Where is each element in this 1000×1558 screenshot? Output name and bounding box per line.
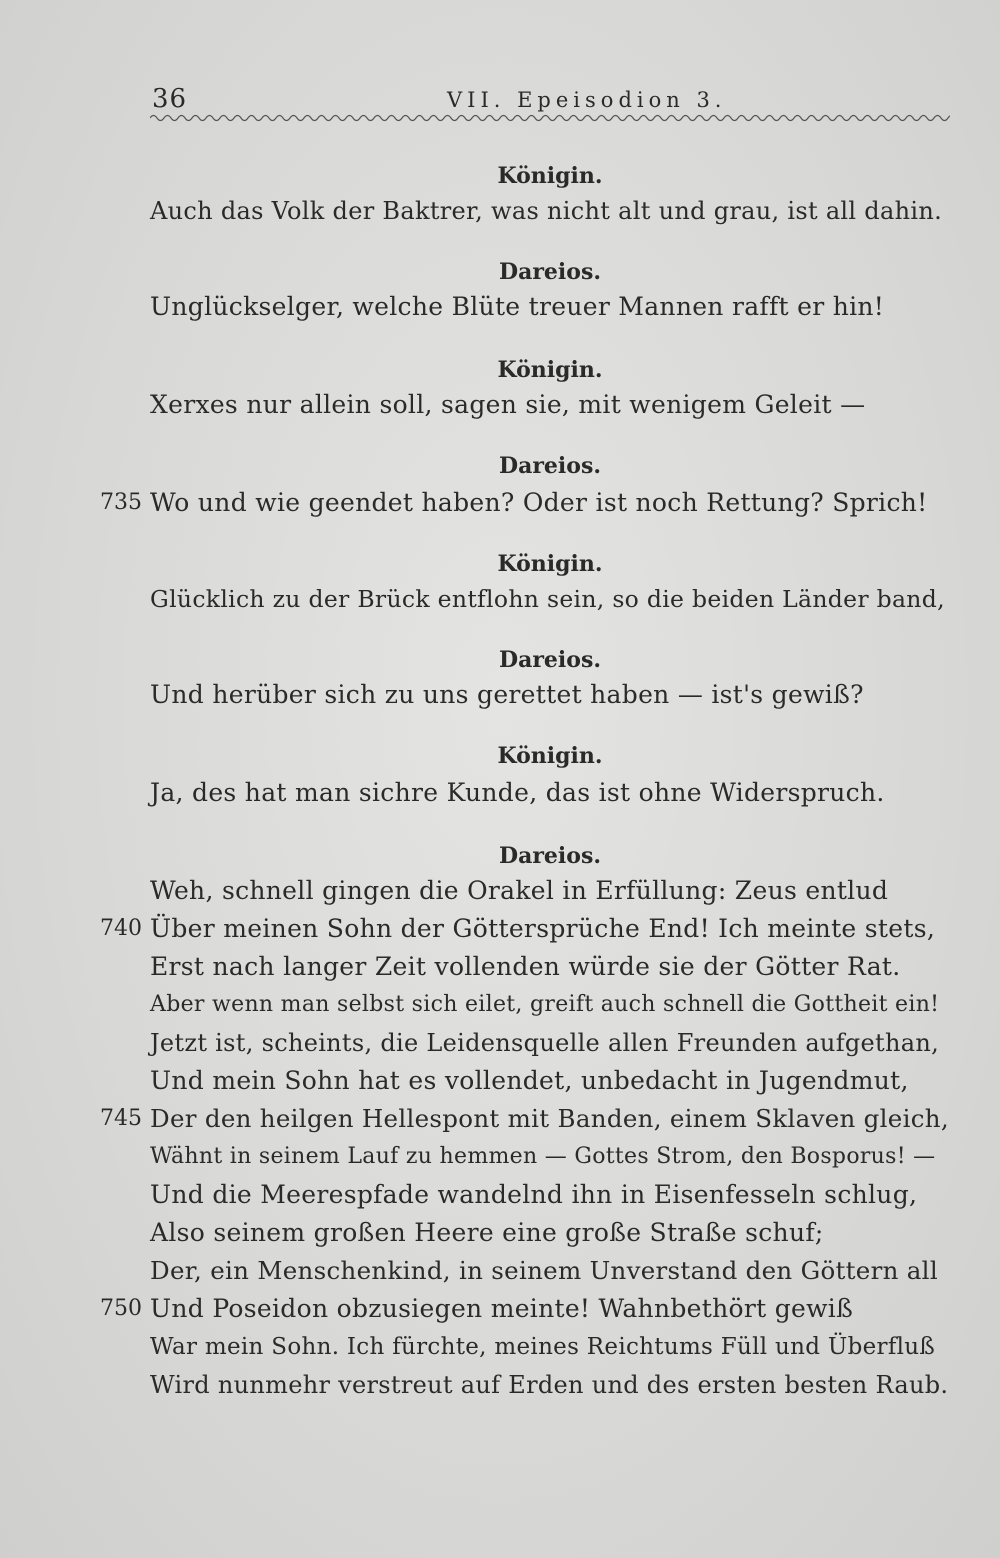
speaker-label: Dareios. [499, 843, 601, 869]
verse-line: Wird nunmehr verstreut auf Erden und des ersten besten Raub. [150, 1371, 949, 1399]
verse-line: Und die Meerespfade wandelnd ihn in Eisenfesseln schlug, [150, 1180, 918, 1209]
verse-line: Und mein Sohn hat es vollendet, unbedacht in Jugendmut, [150, 1066, 909, 1095]
verse-line: Und herüber sich zu uns gerettet haben — ist's gewiß? [150, 680, 864, 709]
wavy-rule-divider [150, 110, 950, 126]
speaker-label: Dareios. [499, 647, 601, 673]
verse-line: Und Poseidon obzusiegen meinte! Wahnbethört gewiß [150, 1294, 854, 1323]
line-number: 750 [100, 1296, 142, 1321]
line-number: 740 [100, 916, 142, 941]
verse-line: Der den heilgen Hellespont mit Banden, einem Sklaven gleich, [150, 1104, 949, 1133]
verse-line: Glücklich zu der Brück entflohn sein, so die beiden Länder band, [150, 585, 945, 613]
speaker-label: Königin. [497, 163, 603, 189]
speaker-label: Königin. [497, 551, 603, 577]
line-number: 735 [100, 490, 142, 515]
line-number: 745 [100, 1106, 142, 1131]
verse-line: Also seinem großen Heere eine große Straße schuf; [150, 1218, 824, 1247]
speaker-label: Königin. [497, 357, 603, 383]
verse-line: Unglückselger, welche Blüte treuer Mannen rafft er hin! [150, 292, 885, 321]
verse-line: Über meinen Sohn der Göttersprüche End! Ich meinte stets, [150, 914, 936, 943]
page-number: 36 [152, 84, 188, 114]
verse-line: Jetzt ist, scheints, die Leidensquelle allen Freunden aufgethan, [150, 1029, 940, 1057]
running-head: VII. Epeisodion 3. [447, 88, 727, 112]
verse-line: Der, ein Menschenkind, in seinem Unverstand den Göttern all [150, 1256, 938, 1285]
verse-line: Ja, des hat man sichre Kunde, das ist ohne Widerspruch. [150, 778, 885, 807]
speaker-label: Dareios. [499, 259, 601, 285]
speaker-label: Königin. [497, 743, 603, 769]
verse-line: Weh, schnell gingen die Orakel in Erfüllung: Zeus entlud [150, 876, 889, 905]
verse-line: Auch das Volk der Baktrer, was nicht alt und grau, ist all dahin. [150, 197, 942, 225]
verse-line: Wähnt in seinem Lauf zu hemmen — Gottes Strom, den Bosporus! — [150, 1144, 936, 1169]
verse-line: Erst nach langer Zeit vollenden würde sie der Götter Rat. [150, 952, 901, 981]
speaker-label: Dareios. [499, 453, 601, 479]
verse-line: War mein Sohn. Ich fürchte, meines Reichtums Füll und Überfluß [150, 1334, 936, 1360]
verse-line: Wo und wie geendet haben? Oder ist noch Rettung? Sprich! [150, 488, 928, 517]
verse-line: Aber wenn man selbst sich eilet, greift auch schnell die Gottheit ein! [150, 992, 940, 1017]
verse-line: Xerxes nur allein soll, sagen sie, mit wenigem Geleit — [150, 390, 866, 419]
